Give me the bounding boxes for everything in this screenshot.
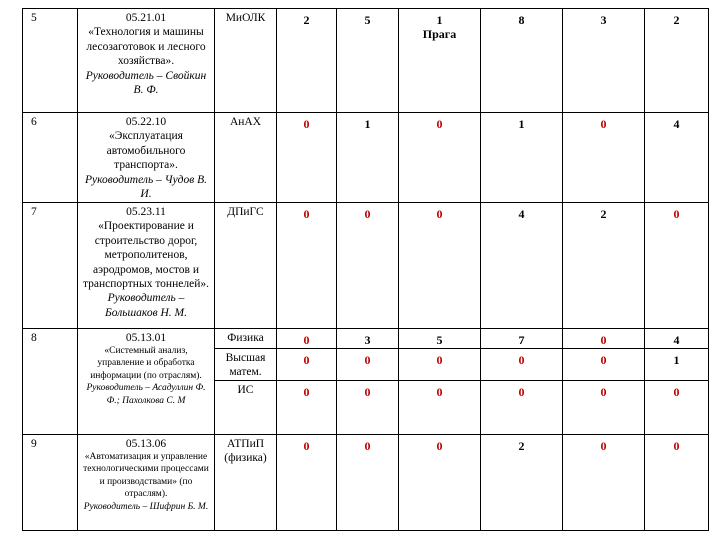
subject-name: МиОЛК bbox=[215, 9, 277, 113]
value-cell: 5 bbox=[399, 329, 481, 349]
value-cell: 0 bbox=[645, 203, 709, 329]
value-cell: 0 bbox=[399, 203, 481, 329]
value-cell: 0 bbox=[277, 349, 337, 381]
value-cell: 8 bbox=[481, 9, 563, 113]
specialty-code: 05.13.06 bbox=[125, 438, 167, 450]
value-cell: 4 bbox=[645, 113, 709, 203]
specialty-leader: Руководитель – Чудов В. И. bbox=[84, 173, 208, 201]
value-cell: 0 bbox=[563, 435, 645, 531]
subject-name: ДПиГС bbox=[215, 203, 277, 329]
table-row bbox=[23, 203, 709, 329]
specialty-title: «Проектирование и строительство дорог, метрополитенов, аэродромов, мостов и транспортных тоннелей». bbox=[83, 220, 209, 291]
value-cell: 0 bbox=[563, 329, 645, 349]
specialty-cell bbox=[78, 329, 215, 435]
specialty-cell bbox=[78, 435, 215, 531]
value-cell: 0 bbox=[337, 435, 399, 531]
specialty-cell bbox=[78, 203, 215, 329]
value-cell: 0 bbox=[645, 435, 709, 531]
row-number: 7 bbox=[23, 203, 78, 329]
value-cell: 3 bbox=[337, 329, 399, 349]
specialty-code: 05.22.10 bbox=[125, 116, 167, 128]
specialty-cell bbox=[78, 9, 215, 113]
value-cell: 3 bbox=[563, 9, 645, 113]
specialty-code: 05.21.01 bbox=[125, 12, 167, 24]
table-row bbox=[23, 113, 709, 203]
value-cell: 2 bbox=[645, 9, 709, 113]
row-number: 9 bbox=[23, 435, 78, 531]
specialty-title: «Автоматизация и управление технологическими процессами и производствами» (по отраслям). bbox=[83, 452, 209, 500]
value-cell: 1 bbox=[337, 113, 399, 203]
specialty-leader: Руководитель – Свойкин В. Ф. bbox=[85, 69, 207, 97]
value-cell: 0 bbox=[399, 435, 481, 531]
value: 1 bbox=[436, 13, 443, 27]
value-cell: 0 bbox=[337, 381, 399, 435]
specialties-table bbox=[22, 8, 709, 531]
specialty-code: 05.23.11 bbox=[126, 206, 166, 218]
specialty-cell bbox=[78, 113, 215, 203]
value-cell: 2 bbox=[481, 435, 563, 531]
value-cell: 0 bbox=[481, 349, 563, 381]
value-cell: 5 bbox=[337, 9, 399, 113]
specialty-code: 05.13.01 bbox=[125, 332, 167, 344]
table-row bbox=[23, 435, 709, 531]
specialty-leader: Руководитель – Асадуллин Ф. Ф.; Пахолкова С. М bbox=[86, 383, 206, 406]
value-cell: 2 bbox=[563, 203, 645, 329]
subject-name: Высшая матем. bbox=[215, 349, 277, 381]
value-cell: 0 bbox=[399, 381, 481, 435]
row-number: 5 bbox=[23, 9, 78, 113]
value-note: Прага bbox=[422, 27, 457, 42]
subject-name: Физика bbox=[215, 329, 277, 349]
specialty-title: «Системный анализ, управление и обработка информации (по отраслям). bbox=[90, 346, 202, 381]
value-cell: 1 bbox=[481, 113, 563, 203]
value-cell: 0 bbox=[337, 349, 399, 381]
specialty-leader: Руководитель – Большаков Н. М. bbox=[105, 292, 187, 319]
value-cell: 0 bbox=[399, 349, 481, 381]
row-number: 6 bbox=[23, 113, 78, 203]
value-cell: 0 bbox=[481, 381, 563, 435]
specialty-title: «Технология и машины лесозаготовок и лесного хозяйства». bbox=[86, 26, 206, 68]
value-cell: 0 bbox=[645, 381, 709, 435]
value-cell: 0 bbox=[277, 113, 337, 203]
value-cell: 7 bbox=[481, 329, 563, 349]
value-cell: 0 bbox=[277, 381, 337, 435]
value-cell: 2 bbox=[277, 9, 337, 113]
subject-name: ИС bbox=[215, 381, 277, 435]
value-cell: 4 bbox=[645, 329, 709, 349]
value-cell: 0 bbox=[563, 381, 645, 435]
value-cell: 0 bbox=[563, 349, 645, 381]
value-cell: 0 bbox=[399, 113, 481, 203]
value-cell bbox=[399, 9, 481, 113]
subject-name: АнАХ bbox=[215, 113, 277, 203]
value-cell: 0 bbox=[277, 329, 337, 349]
value-cell: 0 bbox=[277, 435, 337, 531]
value-cell: 1 bbox=[645, 349, 709, 381]
value-cell: 0 bbox=[563, 113, 645, 203]
value-cell: 0 bbox=[337, 203, 399, 329]
table-row bbox=[23, 9, 709, 113]
specialty-leader: Руководитель – Шифрин Б. М. bbox=[83, 501, 209, 512]
specialty-title: «Эксплуатация автомобильного транспорта». bbox=[106, 130, 186, 172]
subject-name: АТПиП (физика) bbox=[215, 435, 277, 531]
value-cell: 4 bbox=[481, 203, 563, 329]
value-cell: 0 bbox=[277, 203, 337, 329]
row-number: 8 bbox=[23, 329, 78, 435]
table-row bbox=[23, 329, 709, 349]
